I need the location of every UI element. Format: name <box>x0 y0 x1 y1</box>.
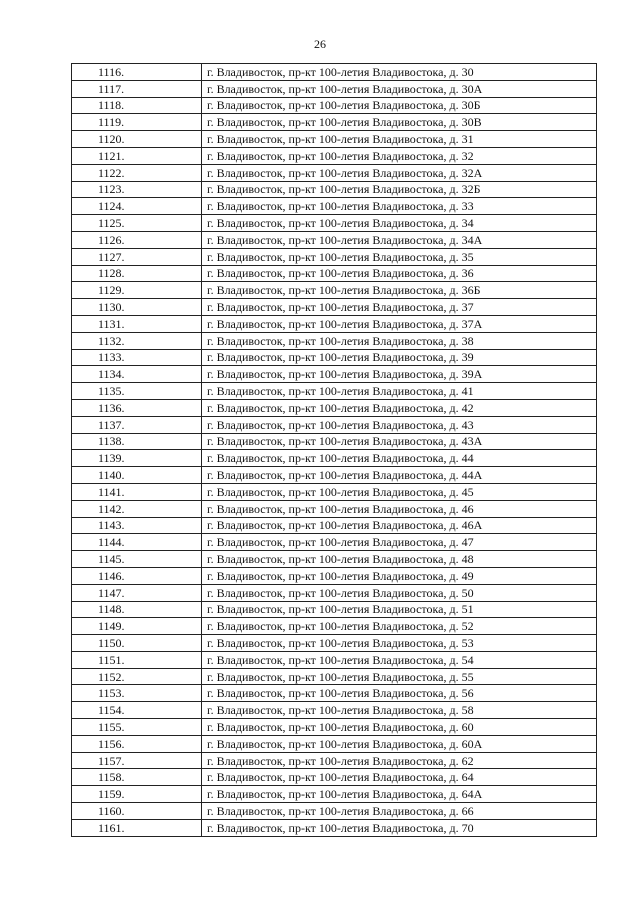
table-row <box>72 97 597 114</box>
table-row <box>72 584 597 601</box>
row-number: 1134. <box>72 366 202 383</box>
table-row <box>72 80 597 97</box>
row-number: 1144. <box>72 534 202 551</box>
row-address: г. Владивосток, пр-кт 100-летия Владивостока, д. 32 <box>202 147 597 164</box>
table-row <box>72 349 597 366</box>
table-row <box>72 164 597 181</box>
row-address: г. Владивосток, пр-кт 100-летия Владивостока, д. 52 <box>202 618 597 635</box>
row-number: 1151. <box>72 651 202 668</box>
row-number: 1155. <box>72 719 202 736</box>
row-address: г. Владивосток, пр-кт 100-летия Владивостока, д. 30Б <box>202 97 597 114</box>
row-number: 1142. <box>72 500 202 517</box>
table-row <box>72 332 597 349</box>
row-number: 1116. <box>72 64 202 81</box>
row-address: г. Владивосток, пр-кт 100-летия Владивостока, д. 55 <box>202 668 597 685</box>
row-number: 1152. <box>72 668 202 685</box>
row-address: г. Владивосток, пр-кт 100-летия Владивостока, д. 39 <box>202 349 597 366</box>
table-row <box>72 685 597 702</box>
table-row <box>72 635 597 652</box>
table-row <box>72 383 597 400</box>
row-address: г. Владивосток, пр-кт 100-летия Владивостока, д. 70 <box>202 819 597 836</box>
row-address: г. Владивосток, пр-кт 100-летия Владивостока, д. 62 <box>202 752 597 769</box>
row-number: 1117. <box>72 80 202 97</box>
table-row <box>72 567 597 584</box>
row-number: 1120. <box>72 131 202 148</box>
row-address: г. Владивосток, пр-кт 100-летия Владивостока, д. 43А <box>202 433 597 450</box>
row-number: 1160. <box>72 803 202 820</box>
row-address: г. Владивосток, пр-кт 100-летия Владивостока, д. 30А <box>202 80 597 97</box>
row-number: 1118. <box>72 97 202 114</box>
table-row <box>72 702 597 719</box>
table-row <box>72 735 597 752</box>
row-number: 1127. <box>72 248 202 265</box>
table-row <box>72 198 597 215</box>
table-row <box>72 534 597 551</box>
row-address: г. Владивосток, пр-кт 100-летия Владивостока, д. 44 <box>202 450 597 467</box>
row-number: 1125. <box>72 215 202 232</box>
row-address: г. Владивосток, пр-кт 100-летия Владивостока, д. 46 <box>202 500 597 517</box>
row-number: 1147. <box>72 584 202 601</box>
row-address: г. Владивосток, пр-кт 100-летия Владивостока, д. 30 <box>202 64 597 81</box>
row-number: 1136. <box>72 399 202 416</box>
table-row <box>72 618 597 635</box>
table-row <box>72 551 597 568</box>
row-address: г. Владивосток, пр-кт 100-летия Владивостока, д. 33 <box>202 198 597 215</box>
table-row <box>72 282 597 299</box>
row-address: г. Владивосток, пр-кт 100-летия Владивостока, д. 60 <box>202 719 597 736</box>
row-number: 1149. <box>72 618 202 635</box>
row-address: г. Владивосток, пр-кт 100-летия Владивостока, д. 42 <box>202 399 597 416</box>
table-row <box>72 500 597 517</box>
row-number: 1132. <box>72 332 202 349</box>
row-address: г. Владивосток, пр-кт 100-летия Владивостока, д. 50 <box>202 584 597 601</box>
row-address: г. Владивосток, пр-кт 100-летия Владивостока, д. 48 <box>202 551 597 568</box>
table-row <box>72 265 597 282</box>
row-number: 1158. <box>72 769 202 786</box>
table-row <box>72 752 597 769</box>
row-address: г. Владивосток, пр-кт 100-летия Владивостока, д. 34 <box>202 215 597 232</box>
row-address: г. Владивосток, пр-кт 100-летия Владивостока, д. 53 <box>202 635 597 652</box>
table-row <box>72 769 597 786</box>
table-row <box>72 483 597 500</box>
row-number: 1137. <box>72 416 202 433</box>
table-row <box>72 433 597 450</box>
table-row <box>72 231 597 248</box>
table-row <box>72 299 597 316</box>
table-row <box>72 131 597 148</box>
table-row <box>72 450 597 467</box>
row-number: 1135. <box>72 383 202 400</box>
row-number: 1133. <box>72 349 202 366</box>
row-number: 1129. <box>72 282 202 299</box>
row-address: г. Владивосток, пр-кт 100-летия Владивостока, д. 46А <box>202 517 597 534</box>
address-table <box>71 63 597 837</box>
row-number: 1161. <box>72 819 202 836</box>
row-number: 1148. <box>72 601 202 618</box>
row-address: г. Владивосток, пр-кт 100-летия Владивостока, д. 60А <box>202 735 597 752</box>
table-row <box>72 416 597 433</box>
row-address: г. Владивосток, пр-кт 100-летия Владивостока, д. 36Б <box>202 282 597 299</box>
row-number: 1124. <box>72 198 202 215</box>
row-address: г. Владивосток, пр-кт 100-летия Владивостока, д. 35 <box>202 248 597 265</box>
row-address: г. Владивосток, пр-кт 100-летия Владивостока, д. 39А <box>202 366 597 383</box>
table-row <box>72 114 597 131</box>
address-table-body <box>72 64 597 837</box>
table-row <box>72 601 597 618</box>
row-number: 1150. <box>72 635 202 652</box>
row-number: 1146. <box>72 567 202 584</box>
table-row <box>72 181 597 198</box>
table-row <box>72 64 597 81</box>
row-number: 1143. <box>72 517 202 534</box>
row-address: г. Владивосток, пр-кт 100-летия Владивостока, д. 51 <box>202 601 597 618</box>
row-address: г. Владивосток, пр-кт 100-летия Владивостока, д. 32А <box>202 164 597 181</box>
row-address: г. Владивосток, пр-кт 100-летия Владивостока, д. 58 <box>202 702 597 719</box>
row-address: г. Владивосток, пр-кт 100-летия Владивостока, д. 32Б <box>202 181 597 198</box>
table-row <box>72 819 597 836</box>
row-address: г. Владивосток, пр-кт 100-летия Владивостока, д. 38 <box>202 332 597 349</box>
table-row <box>72 248 597 265</box>
row-address: г. Владивосток, пр-кт 100-летия Владивостока, д. 64 <box>202 769 597 786</box>
table-row <box>72 147 597 164</box>
row-number: 1123. <box>72 181 202 198</box>
row-number: 1138. <box>72 433 202 450</box>
row-address: г. Владивосток, пр-кт 100-летия Владивостока, д. 56 <box>202 685 597 702</box>
row-number: 1139. <box>72 450 202 467</box>
row-number: 1128. <box>72 265 202 282</box>
row-address: г. Владивосток, пр-кт 100-летия Владивостока, д. 34А <box>202 231 597 248</box>
table-row <box>72 399 597 416</box>
row-number: 1122. <box>72 164 202 181</box>
row-address: г. Владивосток, пр-кт 100-летия Владивостока, д. 49 <box>202 567 597 584</box>
row-address: г. Владивосток, пр-кт 100-летия Владивостока, д. 36 <box>202 265 597 282</box>
row-number: 1131. <box>72 315 202 332</box>
row-number: 1141. <box>72 483 202 500</box>
row-number: 1153. <box>72 685 202 702</box>
row-address: г. Владивосток, пр-кт 100-летия Владивостока, д. 47 <box>202 534 597 551</box>
row-address: г. Владивосток, пр-кт 100-летия Владивостока, д. 37А <box>202 315 597 332</box>
row-address: г. Владивосток, пр-кт 100-летия Владивостока, д. 64А <box>202 786 597 803</box>
row-address: г. Владивосток, пр-кт 100-летия Владивостока, д. 66 <box>202 803 597 820</box>
table-row <box>72 366 597 383</box>
row-address: г. Владивосток, пр-кт 100-летия Владивостока, д. 41 <box>202 383 597 400</box>
row-number: 1159. <box>72 786 202 803</box>
row-number: 1130. <box>72 299 202 316</box>
row-number: 1119. <box>72 114 202 131</box>
table-row <box>72 517 597 534</box>
table-row <box>72 315 597 332</box>
table-row <box>72 786 597 803</box>
row-address: г. Владивосток, пр-кт 100-летия Владивостока, д. 30В <box>202 114 597 131</box>
row-number: 1140. <box>72 467 202 484</box>
table-row <box>72 651 597 668</box>
row-address: г. Владивосток, пр-кт 100-летия Владивостока, д. 45 <box>202 483 597 500</box>
row-address: г. Владивосток, пр-кт 100-летия Владивостока, д. 44А <box>202 467 597 484</box>
page-number: 26 <box>314 37 326 51</box>
row-number: 1156. <box>72 735 202 752</box>
table-row <box>72 668 597 685</box>
row-address: г. Владивосток, пр-кт 100-летия Владивостока, д. 31 <box>202 131 597 148</box>
table-row <box>72 467 597 484</box>
row-address: г. Владивосток, пр-кт 100-летия Владивостока, д. 54 <box>202 651 597 668</box>
row-number: 1154. <box>72 702 202 719</box>
row-address: г. Владивосток, пр-кт 100-летия Владивостока, д. 37 <box>202 299 597 316</box>
row-number: 1145. <box>72 551 202 568</box>
row-number: 1121. <box>72 147 202 164</box>
row-number: 1126. <box>72 231 202 248</box>
table-row <box>72 719 597 736</box>
row-number: 1157. <box>72 752 202 769</box>
table-row <box>72 215 597 232</box>
row-address: г. Владивосток, пр-кт 100-летия Владивостока, д. 43 <box>202 416 597 433</box>
table-row <box>72 803 597 820</box>
